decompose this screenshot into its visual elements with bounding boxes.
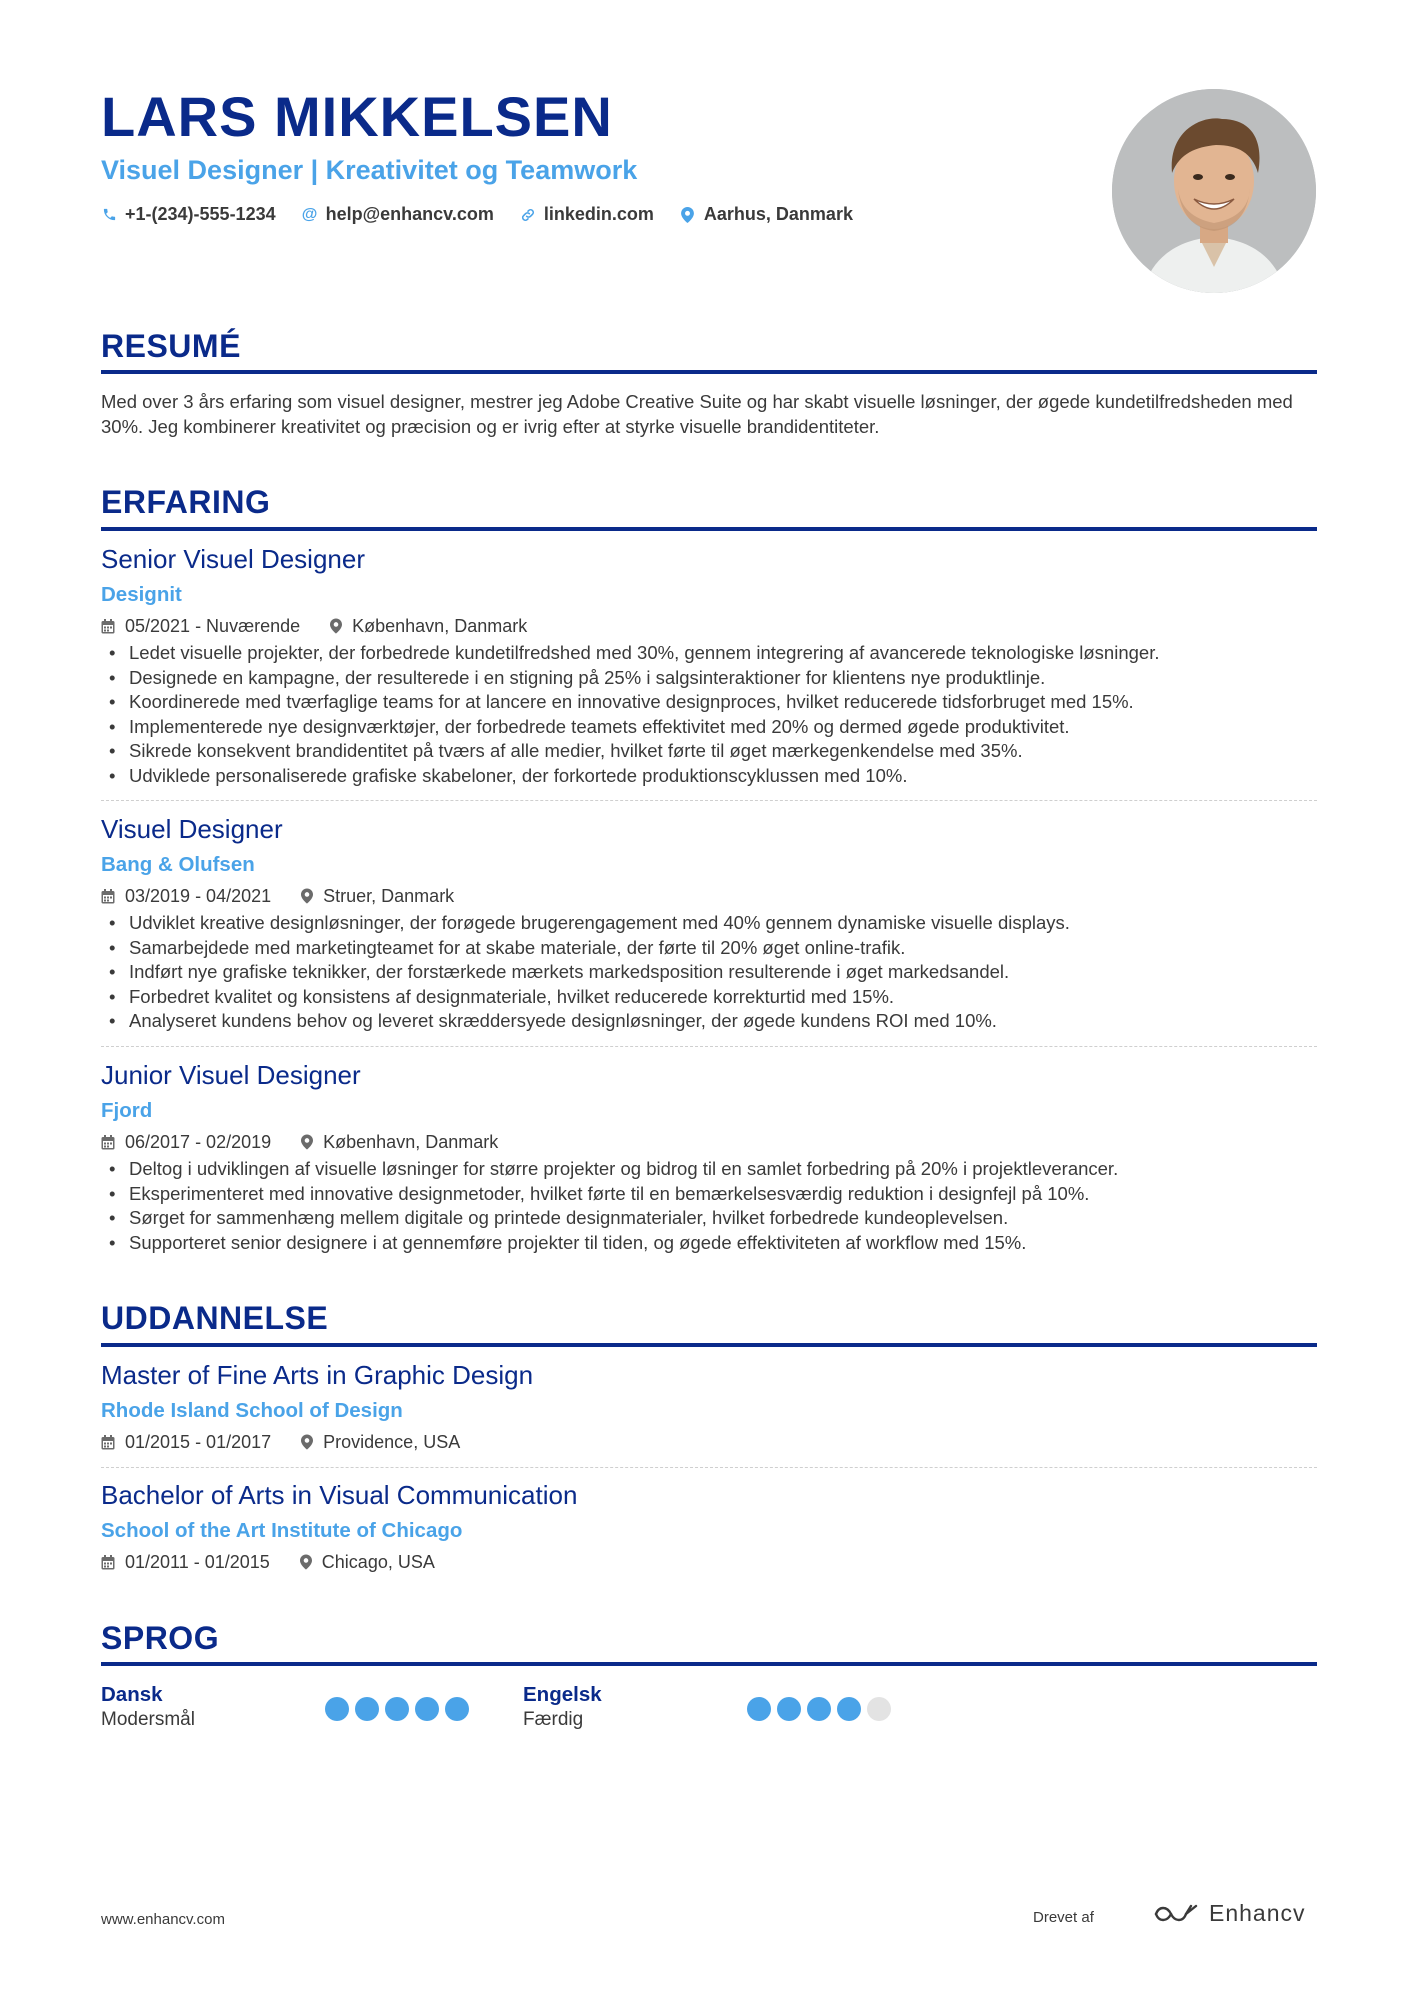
rating-dot-filled <box>355 1697 379 1721</box>
rating-dot-filled <box>325 1697 349 1721</box>
contact-bar <box>101 204 879 225</box>
language-rating <box>325 1697 475 1721</box>
education-separator <box>101 1467 1317 1468</box>
education-meta <box>101 1550 435 1574</box>
experience-divider <box>101 527 1317 531</box>
bullet-item: • Indført nye grafiske teknikker, der forstærkede mærkets markedsposition resulterende i øget markedsandel. <box>101 960 1317 985</box>
education-location-wrap <box>300 1550 435 1574</box>
bullet-item: • Udviklet kreative designløsninger, der forøgede brugerengagement med 40% gennem dynamiske visuelle displays. <box>101 911 1317 936</box>
phone-icon <box>101 207 117 222</box>
education-school: School of the Art Institute of Chicago <box>101 1519 463 1542</box>
rating-dot-filled <box>445 1697 469 1721</box>
location-pin-icon <box>301 1434 313 1450</box>
rating-dot-filled <box>777 1697 801 1721</box>
education-dates: 01/2015 - 01/2017 <box>125 1432 272 1452</box>
rating-dot-filled <box>747 1697 771 1721</box>
job-company: Bang & Olufsen <box>101 853 255 876</box>
job-role: Visuel Designer <box>101 814 283 844</box>
rating-dot-empty <box>867 1697 891 1721</box>
language-name: Engelsk <box>523 1683 602 1706</box>
experience-heading: ERFARING <box>101 484 271 520</box>
rating-dot-filled <box>837 1697 861 1721</box>
job-location-wrap <box>330 614 527 638</box>
link-icon <box>520 207 536 223</box>
contact-phone-text: +1-(234)-555-1234 <box>125 204 276 224</box>
rating-dot-filled <box>415 1697 439 1721</box>
footer-brand-name: Enhancv <box>1209 1900 1306 1926</box>
job-meta <box>101 614 527 638</box>
summary-divider <box>101 370 1317 374</box>
education-location-wrap <box>301 1430 460 1454</box>
candidate-name: LARS MIKKELSEN <box>101 85 613 148</box>
job-bullets <box>101 911 1317 1034</box>
education-school: Rhode Island School of Design <box>101 1399 403 1422</box>
contact-linkedin[interactable] <box>520 204 654 225</box>
job-role: Senior Visuel Designer <box>101 544 365 574</box>
contact-linkedin-text: linkedin.com <box>543 204 654 224</box>
education-meta <box>101 1430 460 1454</box>
job-meta <box>101 884 454 908</box>
candidate-title: Visuel Designer | Kreativitet og Teamwork <box>101 155 638 185</box>
enhancv-logo-icon <box>1153 1902 1199 1926</box>
contact-email-text: help@enhancv.com <box>325 204 494 224</box>
job-location: Struer, Danmark <box>323 886 455 906</box>
bullet-item: • Ledet visuelle projekter, der forbedrede kundetilfredshed med 30%, gennem integrering af avancerede teknologiske løsninger. <box>101 641 1317 666</box>
job-location: København, Danmark <box>352 616 528 636</box>
contact-location <box>680 204 853 225</box>
location-pin-icon <box>301 888 313 904</box>
location-pin-icon <box>301 1134 313 1150</box>
contact-location-text: Aarhus, Danmark <box>703 204 853 224</box>
education-degree: Bachelor of Arts in Visual Communication <box>101 1480 578 1510</box>
location-pin-icon <box>330 618 342 634</box>
calendar-icon <box>101 1135 115 1150</box>
location-pin-icon <box>680 207 696 223</box>
bullet-item: • Supporteret senior designere i at gennemføre projekter til tiden, og øgede effektiviteten af workflow med 15%. <box>101 1231 1317 1256</box>
contact-phone[interactable] <box>101 204 276 225</box>
education-dates: 01/2011 - 01/2015 <box>125 1552 270 1572</box>
rating-dot-filled <box>385 1697 409 1721</box>
calendar-icon <box>101 619 115 634</box>
rating-dot-filled <box>807 1697 831 1721</box>
job-bullets <box>101 1157 1317 1255</box>
bullet-item: • Deltog i udviklingen af visuelle løsninger for større projekter og bidrog til en samlet forbedring på 20% i projektleverancer. <box>101 1157 1317 1182</box>
calendar-icon <box>101 1435 115 1450</box>
calendar-icon <box>101 889 115 904</box>
job-location-wrap <box>301 1130 498 1154</box>
bullet-item: • Sørget for sammenhæng mellem digitale og printede designmaterialer, hvilket forbedrede kundeoplevelsen. <box>101 1206 1317 1231</box>
job-company: Designit <box>101 583 182 606</box>
job-separator <box>101 1046 1317 1047</box>
footer-powered-by: Drevet af <box>1033 1909 1094 1926</box>
profile-photo <box>1112 89 1316 293</box>
bullet-item: • Forbedret kvalitet og konsistens af designmateriale, hvilket reducerede korrekturtid med 15%. <box>101 985 1317 1010</box>
job-role: Junior Visuel Designer <box>101 1060 361 1090</box>
job-separator <box>101 800 1317 801</box>
bullet-item: • Samarbejdede med marketingteamet for at skabe materiale, der førte til 20% øget online-trafik. <box>101 936 1317 961</box>
job-bullets <box>101 641 1317 788</box>
calendar-icon <box>101 1555 115 1570</box>
location-pin-icon <box>300 1554 312 1570</box>
job-meta <box>101 1130 498 1154</box>
bullet-item: • Koordinerede med tværfaglige teams for at lancere en innovative designproces, hvilket reducerede tidsforbruget med 15%. <box>101 690 1317 715</box>
job-dates: 05/2021 - Nuværende <box>125 616 301 636</box>
education-degree: Master of Fine Arts in Graphic Design <box>101 1360 534 1390</box>
summary-heading: RESUMÉ <box>101 328 241 364</box>
job-dates: 06/2017 - 02/2019 <box>125 1132 272 1152</box>
at-icon: @ <box>301 205 318 223</box>
languages-heading: SPROG <box>101 1620 220 1656</box>
bullet-item: • Analyseret kundens behov og leveret skræddersyede designløsninger, der øgede kundens ROI med 10%. <box>101 1009 1317 1034</box>
language-level: Færdig <box>523 1709 584 1730</box>
bullet-item: • Sikrede konsekvent brandidentitet på tværs af alle medier, hvilket førte til øget mærkegenkendelse med 35%. <box>101 739 1317 764</box>
education-divider <box>101 1343 1317 1347</box>
footer-brand[interactable] <box>1153 1900 1306 1927</box>
job-company: Fjord <box>101 1099 153 1122</box>
footer-url[interactable]: www.enhancv.com <box>101 1911 225 1928</box>
bullet-item: • Eksperimenteret med innovative designmetoder, hvilket førte til en bemærkelsesværdig reduktion i designfejl på 10%. <box>101 1182 1317 1207</box>
education-heading: UDDANNELSE <box>101 1300 329 1336</box>
bullet-item: • Implementerede nye designværktøjer, der forbedrede teamets effektivitet med 20% og dermed øgede produktivitet. <box>101 715 1317 740</box>
bullet-item: • Designede en kampagne, der resulterede i en stigning på 25% i salgsinteraktioner for klientens nye produktlinje. <box>101 666 1317 691</box>
bullet-item: • Udviklede personaliserede grafiske skabeloner, der forkortede produktionscyklussen med 10%. <box>101 764 1317 789</box>
language-rating <box>747 1697 897 1721</box>
language-name: Dansk <box>101 1683 163 1706</box>
summary-text: Med over 3 års erfaring som visuel designer, mestrer jeg Adobe Creative Suite og har skabt visuelle løsninger, der øgede kundetilfredsheden med 30%. Jeg kombinerer kreativitet og præcision og er ivrig efter at styrke visuelle brandidentiteter. <box>101 391 1293 437</box>
education-location: Chicago, USA <box>321 1552 435 1572</box>
language-level: Modersmål <box>101 1709 195 1730</box>
languages-divider <box>101 1662 1317 1666</box>
job-location-wrap <box>301 884 454 908</box>
job-location: København, Danmark <box>323 1132 499 1152</box>
job-dates: 03/2019 - 04/2021 <box>125 886 272 906</box>
education-location: Providence, USA <box>323 1432 461 1452</box>
contact-email[interactable] <box>302 204 494 225</box>
